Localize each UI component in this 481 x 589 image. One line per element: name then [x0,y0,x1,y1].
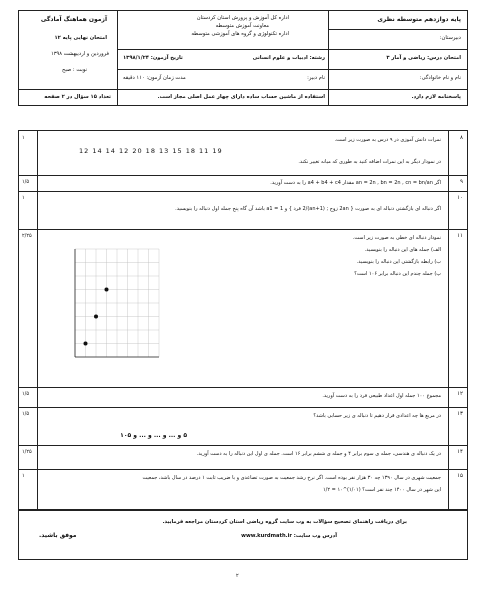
exam-duration: مدت زمان آزمون: ۱۱۰ دقیقه [123,75,186,81]
question-line: پ) جمله چندم این دنباله برابر ۱۰۶ است؟ [354,271,441,277]
exam-title: آزمون هماهنگ آمادگی [40,16,107,23]
data-point [84,342,88,346]
field-label: رشته: ادبیات و علوم انسانی [252,55,325,61]
question-line: این شهر در سال ۱۴۰۰ چند نفر است؟ (۱/۰۱)^۱۰ = ۱/۲ [323,487,441,493]
exam-month: فروردین و اردیبهشت ۱۳۹۸ [50,51,109,57]
exam-session: نوبت : صبح [61,67,87,73]
exam-header [18,10,468,106]
question-score: ۱/۵ [22,179,30,185]
question-number: ۹ [460,179,463,185]
question-line: اگر an = 2n , bn = 2n , cn = bn/an مقدار a4 + b4 + c4 را به دست آورید. [270,180,441,186]
data-point [94,315,98,319]
grade-label: پایه دوازدهم متوسطه نظری [377,16,461,23]
question-score: ۱/۵ [22,391,30,397]
student-name-label: نام و نام خانوادگی: [419,75,461,81]
question-line: مجموع ۱۰۰ جمله اول اعداد طبیعی فرد را به دست آورید. [322,393,441,399]
header-middle-block [117,11,329,105]
question-number: ۱۳ [457,411,463,417]
exam-type: امتحان نهایی پایه ۱۲ [54,35,107,41]
good-luck: موفق باشید. [39,532,77,539]
exam-date: تاریخ آزمون: ۱۳۹۸/۱/۲۴ [123,55,183,61]
question-line: اگر دنباله ای بازگشتی دنباله ای به صورت { 2an زوج ; (an+1)/2 فرد } و a1 = 1 باشد آن گاه پنج جمله اول دنباله را بنویسید. [175,206,441,212]
data-point [105,288,109,292]
question-score: ۱ [22,135,25,141]
question-line: در یک دنباله ی هندسی، جمله ی سوم برابر ۴ و جمله ی ششم برابر ۱۶ است. جمله ی اول این دنباله را به دست آورید. [196,451,441,457]
question-count: تعداد ۱۵ سؤال در ۲ صفحه [44,94,111,100]
question-line: در نمودار دیگر به این نمرات اضافه کنید به طوری که میانه تغییر نکند. [298,159,441,165]
question-number: ۱۱ [457,233,463,239]
question-number: ۱۲ [457,391,463,397]
question-line: نمرات دانش آموزی در ۹ درس به صورت زیر است. [334,137,441,143]
question-line: نمودار دنباله ای خطی به صورت زیر است. [352,235,441,241]
question-line: ب) رابطه بازگشتی این دنباله را بنویسید. [356,259,441,265]
sequence-graph [69,243,165,363]
question-line: الف) جمله های این دنباله را بنویسید. [364,247,441,253]
examiner-label: نام دبیر: [307,75,325,81]
subject-label: امتحان درس: ریاضی و آمار ۳ [386,55,461,61]
question-number: ۱۵ [457,473,463,479]
question-score: ۱ [22,473,25,479]
header-right-block [328,11,467,105]
calculator-note: استفاده از ماشین حساب ساده دارای چهار عمل اصلی مجاز است. [157,94,325,100]
page-number: ۲ [236,573,239,579]
question-number: ۱۰ [457,195,463,201]
school-label: دبیرستان: [439,35,461,41]
exam-footer [18,510,468,560]
question-score: ۲/۲۵ [22,233,32,239]
question-number: ۸ [460,135,463,141]
questions-table [18,130,468,510]
sequence-boxes: ۵ و ... و ... و ... و ۱۰۵ [120,432,187,439]
answer-sheet-note: پاسخنامه لازم دارد. [411,94,461,100]
org-name-1: اداره کل آموزش و پرورش استان کردستان [196,15,289,21]
question-score: ۱/۲۵ [22,449,32,455]
org-name-3: اداره تکنولوژی و گروه های آموزشی متوسطه [191,31,289,37]
question-line: جمعیت شهری در سال ۱۳۹۰ چه ۳۰ هزار نفر بوده است. اگر نرخ رشد جمعیت به صورت تصاعدی و با ضریب ثابت ۱ درصد در سال باشد، جمعیت [142,475,441,481]
grade-values: 12 14 14 12 20 18 13 15 18 11 19 [79,147,223,155]
org-name-2: معاونت آموزش متوسطه [215,23,269,29]
question-number: ۱۴ [457,449,463,455]
website-address: آدرس وب سایت: www.kurdmath.ir [241,533,337,539]
question-score: ۱/۵ [22,411,30,417]
guide-note: برای دریافت راهنمای تصحیح سؤالات به وب سایت گروه ریاضی استان کردستان مراجعه فرمایید. [162,519,407,525]
exam-sheet [18,10,468,565]
question-line: در مربع ها چه اعدادی قرار دهیم تا دنباله ی زیر حسابی باشد؟ [313,413,441,419]
header-left-block [19,11,118,105]
question-score: ۱ [22,195,25,201]
